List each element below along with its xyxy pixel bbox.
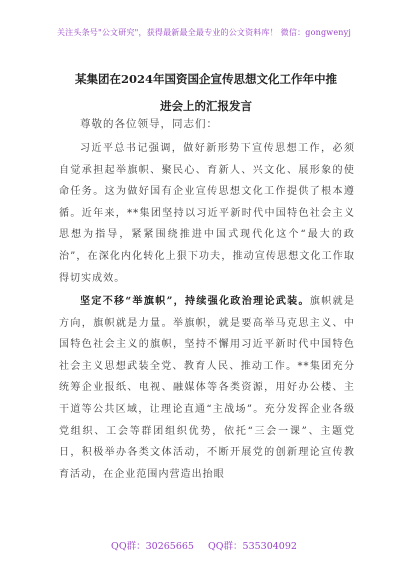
footer-qq-group-1: QQ群：30265665 <box>111 541 194 552</box>
footer <box>0 538 408 552</box>
paragraph-text: 旗帜就是方向，旗帜就是力量。举旗帜，就是要高举马克思主义、中国特色社会主义的旗帜，坚持不懈用习近平新时代中国特色社会主义思想武装全党、教育人民、推动工作。**集团充分统筹企业报纸、电视、融媒体等各类资源，用好办公楼、主干道等公共区域，让理论直通“主战场”。充分发挥企业各级党组织、工会等群团组织优势，依托“三会一课”、主题党日，积极举办各类文体活动，不断开展党的创新理论宣传教育活动，在企业范围内营造出抬眼 <box>59 296 355 480</box>
paragraph-text: 习近平总书记强调，做好新形势下宣传思想工作，必须自觉承担起举旗帜、聚民心、育新人、兴文化、展形象的使命任务。这为做好国有企业宣传思想文化工作提供了根本遵循。近年来，**集团坚持以习近平新时代中国特色社会主义思想为指导，紧紧围绕推进中国式现代化这个“最大的政治”，在深化内化转化上狠下功夫，推动宣传思想文化工作取得切实成效。 <box>59 143 355 284</box>
document-title: 某集团在2024年国资国企宣传思想文化工作年中推进会上的汇报发言 <box>74 72 337 113</box>
paragraph <box>59 291 355 485</box>
header-banner: 关注头条号"公文研究"，获得最新最全最专业的公文资料库！ 微信：gongwenyj <box>56 28 352 37</box>
document-greeting: 尊敬的各位领导，同志们： <box>80 118 218 130</box>
paragraph-lead: 坚定不移“举旗帜”，持续强化政治理论武装。 <box>80 296 310 307</box>
paragraph <box>59 138 355 289</box>
footer-qq-group-2: QQ群：535304092 <box>207 541 297 552</box>
